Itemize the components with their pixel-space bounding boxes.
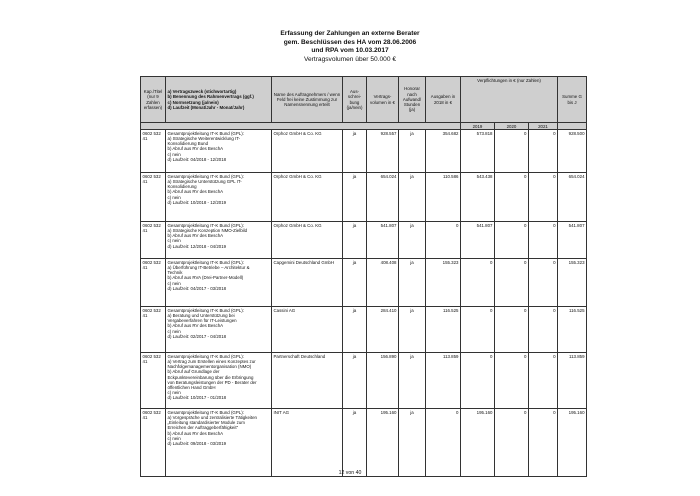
cell-2019: 0 (461, 353, 495, 409)
cell-summe: 113.859 (558, 353, 587, 409)
year-2020: 2020 (495, 123, 529, 130)
subheader-spacer (141, 123, 461, 130)
zweck-line: Gesamtprojektleitung IT-K Bund (GPL): (167, 222, 244, 228)
cell-vertragszweck (166, 222, 272, 259)
cell-volumen: 541.807 (367, 222, 399, 259)
zweck-line: c) nein (167, 390, 181, 396)
cell-ausschreibung: ja (343, 259, 367, 307)
cell-2021: 0 (529, 222, 558, 259)
title-line-4: Vertragsvolumen über 50.000 € (303, 55, 396, 63)
zweck-line: Technik (167, 270, 183, 276)
table-row (141, 259, 587, 307)
zweck-line: b) Abruf auf Grundlage der (167, 369, 220, 375)
zweck-line: von Beratungsleistungen der PD - Berater der (167, 379, 257, 385)
zweck-line: a) Überführung IT-Betriebe – Architektur & (167, 264, 250, 270)
table-row (141, 130, 587, 173)
cell-auftragnehmer: Cassini AG (272, 307, 343, 353)
cell-ausgaben: 113.859 (426, 353, 461, 409)
cell-volumen: 654.024 (367, 173, 399, 222)
table-row (141, 409, 587, 477)
cell-ausgaben: 0 (426, 409, 461, 477)
zweck-line: b) Abruf aus RV des BeschA (167, 430, 224, 436)
cell-2021: 0 (529, 173, 558, 222)
cell-2020: 0 (495, 259, 529, 307)
zweck-line: a) Strategische Unterstützung GPL IT- (167, 178, 242, 184)
cell-2019: 195.160 (461, 409, 495, 477)
zweck-line: Gesamtprojektleitung IT-K Bund (GPL): (167, 307, 244, 313)
cell-summe: 928.500 (558, 130, 587, 173)
cell-2019: 0 (461, 259, 495, 307)
title-line-2: gem. Beschlüssen des HA vom 28.06.2006 (283, 38, 417, 46)
cell-2021: 0 (529, 130, 558, 173)
header-ausschreibung: Aus- schrei- bung (ja/nein) (343, 77, 367, 123)
cell-kap: 0602 532 41 (141, 130, 166, 173)
zweck-line: Gesamtprojektleitung IT-K Bund (GPL): (167, 353, 244, 359)
cell-honorar: ja (399, 353, 426, 409)
cell-ausgaben: 155.323 (426, 259, 461, 307)
zweck-line: d) Laufzeit: 12/2018 - 04/2019 (167, 243, 227, 249)
header-zweck-c: c) Normsetzung (ja/nein) (167, 99, 219, 105)
zweck-line: b) Abruf aus RVA (Drei-Partner-Modell) (167, 275, 244, 281)
cell-honorar: ja (399, 130, 426, 173)
table-row (141, 307, 587, 353)
cell-kap: 0602 532 41 (141, 173, 166, 222)
cell-ausschreibung: ja (343, 353, 367, 409)
cell-auftragnehmer: Orphoz GmbH & Co. KG (272, 173, 343, 222)
zweck-line: b) Abruf aus RV des BeschA (167, 189, 224, 195)
cell-honorar: ja (399, 259, 426, 307)
cell-2020: 0 (495, 222, 529, 259)
cell-auftragnehmer: Orphoz GmbH & Co. KG (272, 222, 343, 259)
cell-volumen: 408.408 (367, 259, 399, 307)
table-row (141, 353, 587, 409)
cell-auftragnehmer: Orphoz GmbH & Co. KG (272, 130, 343, 173)
cell-2020: 0 (495, 173, 529, 222)
cell-summe: 654.024 (558, 173, 587, 222)
cell-honorar: ja (399, 307, 426, 353)
cell-auftragnehmer: Partnerschaft Deutschland (272, 353, 343, 409)
zweck-line: b) Abruf aus RV des BeschA (167, 233, 224, 239)
cell-ausschreibung: ja (343, 307, 367, 353)
cell-2019: 573.818 (461, 130, 495, 173)
cell-2021: 0 (529, 353, 558, 409)
header-vertragszweck (166, 77, 272, 123)
zweck-line: a) Strategische Konzeption NMO-Zielbild (167, 227, 248, 233)
cell-summe: 541.807 (558, 222, 587, 259)
cell-kap: 0602 532 41 (141, 307, 166, 353)
zweck-line: c) nein (167, 328, 181, 334)
year-2019: 2019 (461, 123, 495, 130)
zweck-line: d) Laufzeit: 10/2017 - 01/2018 (167, 395, 227, 401)
zweck-line: b) Abruf aus RV des BeschA (167, 323, 224, 329)
zweck-line: a) Beratung und Unterstützung bei (167, 312, 235, 318)
cell-kap: 0602 532 41 (141, 259, 166, 307)
header-zweck-d: d) Laufzeit (Monat/Jahr - Monat/Jahr) (167, 104, 245, 110)
header-zweck-b: b) Benennung des Rahmenvertrags (ggf.) (167, 94, 254, 100)
cell-2020: 0 (495, 130, 529, 173)
zweck-line: c) nein (167, 151, 181, 157)
header-zweck-a: a) Vertragszweck (stichwortartig) (167, 89, 237, 95)
cell-2021: 0 (529, 259, 558, 307)
header-summe: Summe G bis J (558, 77, 587, 123)
zweck-line: Gesamtprojektleitung IT-K Bund (GPL): (167, 173, 244, 179)
payments-table (140, 76, 587, 477)
cell-vertragszweck (166, 307, 272, 353)
cell-2019: 541.807 (461, 222, 495, 259)
zweck-line: a) Vorgespräche und zentralisierte Tätigkeiten (167, 414, 257, 420)
cell-volumen: 156.890 (367, 353, 399, 409)
cell-auftragnehmer: INIT AG (272, 409, 343, 477)
header-honorar: Honorar nach Aufwand/ Stunden (ja) (399, 77, 426, 123)
cell-summe: 195.160 (558, 409, 587, 477)
zweck-line: Nachfolgemanagementorganisation (NMO) (167, 364, 252, 370)
header-verpflichtungen: Verpflichtungen in € (nur Zahlen) (461, 77, 558, 123)
cell-ausgaben: 0 (426, 222, 461, 259)
cell-auftragnehmer: Capgemini Deutschland GmbH (272, 259, 343, 307)
year-2021: 2021 (529, 123, 558, 130)
zweck-line: Konsolidierung (167, 184, 197, 190)
subheader-spacer-end (558, 123, 587, 130)
cell-summe: 116.525 (558, 307, 587, 353)
table-row (141, 173, 587, 222)
cell-honorar: ja (399, 222, 426, 259)
zweck-line: Konsolidierung Bund (167, 141, 209, 147)
zweck-line: d) Laufzeit: 04/2017 - 03/2018 (167, 285, 227, 291)
cell-2020: 0 (495, 409, 529, 477)
cell-2019: 0 (461, 307, 495, 353)
zweck-line: öffentlichen Hand GmbH (167, 384, 216, 390)
zweck-line: „Einleitung standardisierter Module zum (167, 420, 245, 426)
cell-2021: 0 (529, 307, 558, 353)
zweck-line: c) nein (167, 435, 181, 441)
cell-honorar: ja (399, 409, 426, 477)
cell-volumen: 928.557 (367, 130, 399, 173)
title-line-1: Erfassung der Zahlungen an externe Berater (280, 30, 420, 37)
cell-vertragszweck (166, 130, 272, 173)
title-line-3: und RPA vom 10.03.2017 (311, 47, 389, 54)
zweck-line: d) Laufzeit: 04/2018 - 12/2018 (167, 156, 227, 162)
cell-kap: 0602 532 41 (141, 353, 166, 409)
header-volumen: Vertrags- volumen in € (367, 77, 399, 123)
zweck-line: b) Abruf aus RV des BeschA (167, 146, 224, 152)
cell-volumen: 284.410 (367, 307, 399, 353)
header-ausgaben: Ausgaben in 2018 in € (426, 77, 461, 123)
cell-vertragszweck (166, 173, 272, 222)
zweck-line: d) Laufzeit: 10/2018 - 12/2019 (167, 199, 227, 205)
zweck-line: Gesamtprojektleitung IT-K Bund (GPL): (167, 409, 244, 415)
header-name: Name des Auftragnehmers / wenn Feld frei keine Zustimmung zur Namensnennung erteilt (272, 77, 343, 123)
zweck-line: d) Laufzeit: 02/2017 - 04/2018 (167, 333, 227, 339)
cell-vertragszweck (166, 259, 272, 307)
zweck-line: Erreichen der Auftraggeberfähigkeit" (167, 425, 239, 431)
cell-volumen: 195.160 (367, 409, 399, 477)
cell-ausgaben: 110.586 (426, 173, 461, 222)
cell-2021: 0 (529, 409, 558, 477)
cell-kap: 0602 532 41 (141, 222, 166, 259)
zweck-line: c) nein (167, 194, 181, 200)
table-row (141, 222, 587, 259)
header-kap: Kap./Titel (nur 9 Zahlen erfassen) (141, 77, 166, 123)
cell-ausschreibung: ja (343, 130, 367, 173)
zweck-line: c) nein (167, 238, 181, 244)
cell-2019: 543.438 (461, 173, 495, 222)
page-number: 12 von 40 (338, 470, 362, 476)
cell-honorar: ja (399, 173, 426, 222)
cell-vertragszweck (166, 353, 272, 409)
zweck-line: Eckpunktevereinbarung über die Erbringung (167, 374, 254, 380)
table-body (141, 130, 587, 477)
zweck-line: Vergabeverfahren für IT-Leistungen (167, 318, 237, 324)
cell-2020: 0 (495, 307, 529, 353)
document-title-block (0, 30, 700, 64)
cell-kap: 0602 532 41 (141, 409, 166, 477)
zweck-line: c) nein (167, 280, 181, 286)
zweck-line: Gesamtprojektleitung IT-K Bund (GPL): (167, 130, 244, 136)
cell-ausschreibung: ja (343, 409, 367, 477)
cell-ausschreibung: ja (343, 222, 367, 259)
cell-ausgaben: 354.682 (426, 130, 461, 173)
cell-summe: 155.323 (558, 259, 587, 307)
zweck-line: a) Vertrag zum Erstellen eines Konzeptes zur (167, 358, 256, 364)
cell-ausgaben: 116.525 (426, 307, 461, 353)
zweck-line: Gesamtprojektleitung IT-K Bund (GPL): (167, 259, 244, 265)
cell-vertragszweck (166, 409, 272, 477)
cell-2020: 0 (495, 353, 529, 409)
zweck-line: a) Strategische Weiterentwicklung IT- (167, 135, 241, 141)
zweck-line: d) Laufzeit: 09/2018 - 03/2019 (167, 440, 227, 446)
cell-ausschreibung: ja (343, 173, 367, 222)
